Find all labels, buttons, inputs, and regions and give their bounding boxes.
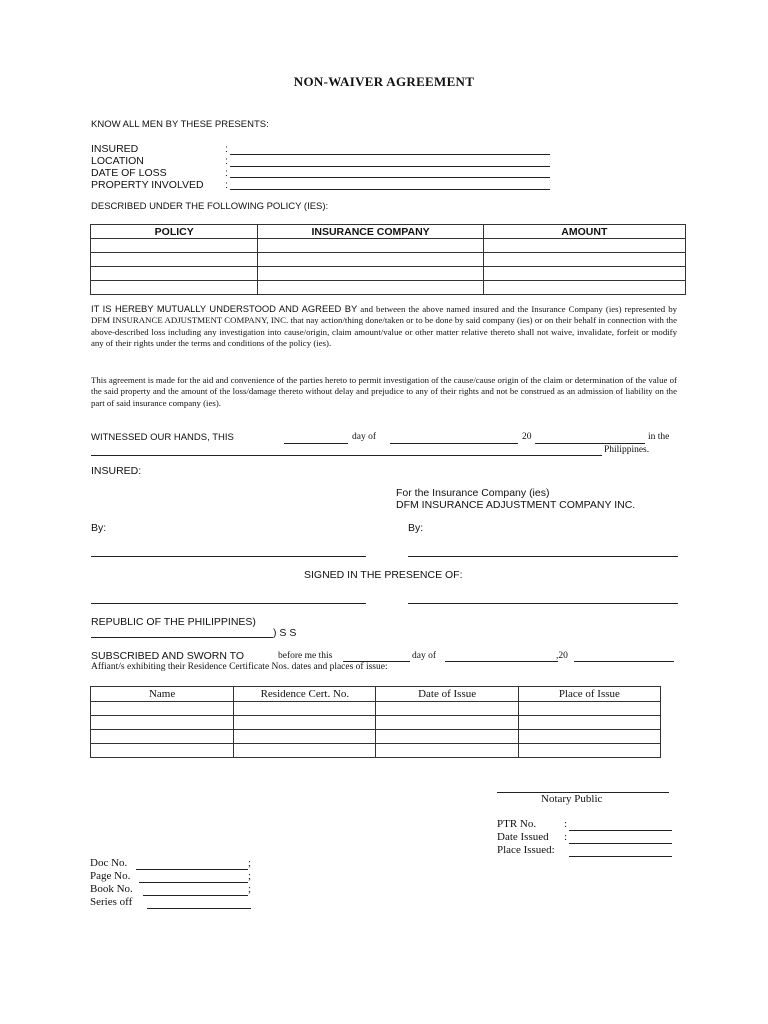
subscribed-year-line[interactable]	[574, 661, 674, 662]
table-cell[interactable]	[91, 744, 234, 758]
doc-no-label: Doc No.	[90, 857, 128, 869]
company-signature-line[interactable]	[408, 556, 678, 557]
affiant-text: Affiant/s exhibiting their Residence Certificate Nos. dates and places of issue:	[91, 662, 388, 672]
company-block-line2: DFM INSURANCE ADJUSTMENT COMPANY INC.	[396, 499, 636, 511]
table-cell[interactable]	[518, 716, 660, 730]
field-label-insured: INSURED	[91, 143, 139, 155]
table-cell[interactable]	[483, 281, 685, 295]
table-cell[interactable]	[258, 253, 483, 267]
field-label-date-of-loss: DATE OF LOSS	[91, 167, 167, 179]
page-no-line[interactable]	[139, 882, 248, 883]
date-issued-colon: :	[564, 831, 568, 843]
described-heading: DESCRIBED UNDER THE FOLLOWING POLICY (IES):	[91, 201, 329, 212]
table-cell[interactable]	[91, 253, 258, 267]
field-colon: :	[225, 167, 228, 179]
table-row	[91, 702, 661, 716]
subscribed-year-prefix: ,20	[556, 651, 568, 661]
republic-city-line[interactable]	[91, 637, 273, 638]
cert-no-header: Residence Cert. No.	[234, 687, 376, 702]
name-header: Name	[91, 687, 234, 702]
table-row	[91, 239, 686, 253]
know-all-heading: KNOW ALL MEN BY THESE PRESENTS:	[91, 119, 269, 130]
book-no-label: Book No.	[90, 883, 133, 895]
table-cell[interactable]	[518, 730, 660, 744]
table-row	[91, 730, 661, 744]
witness-place-line[interactable]	[91, 455, 602, 456]
date-of-loss-line[interactable]	[230, 177, 550, 178]
book-no-line[interactable]	[143, 895, 248, 896]
table-cell[interactable]	[376, 744, 518, 758]
book-no-suffix: ;	[248, 883, 252, 895]
table-row	[91, 253, 686, 267]
table-cell[interactable]	[518, 744, 660, 758]
subscribed-month-line[interactable]	[445, 661, 558, 662]
table-cell[interactable]	[91, 730, 234, 744]
table-cell[interactable]	[483, 267, 685, 281]
date-issued-label: Date Issued	[497, 831, 549, 843]
table-cell[interactable]	[518, 702, 660, 716]
by-label-right: By:	[408, 522, 424, 534]
ss-label: ) S S	[273, 627, 297, 639]
insured-signature-line[interactable]	[91, 556, 366, 557]
table-cell[interactable]	[258, 267, 483, 281]
table-row	[91, 716, 661, 730]
witness-in-the: in the	[648, 432, 670, 442]
by-label-left: By:	[91, 522, 107, 534]
table-row	[91, 281, 686, 295]
field-colon: :	[225, 143, 228, 155]
table-cell[interactable]	[234, 716, 376, 730]
subscribed-day-of: day of	[412, 651, 437, 661]
table-cell[interactable]	[234, 730, 376, 744]
place-issued-line[interactable]	[569, 856, 672, 857]
purpose-paragraph: This agreement is made for the aid and convenience of the parties hereto to permit investigation of the cause/cause origin of the claim or determination of the value of the said property and the amount of the loss/damage thereto without delay and prejudice to any of their rights and not be construed as an admission of liability on the part of said insurance company (ies).	[91, 375, 677, 408]
policy-table	[90, 224, 686, 295]
subscribed-before: before me this	[278, 651, 333, 661]
agreement-text: and between the above named insured and the Insurance Company (ies) represented by DFM INSURANCE ADJUSTMENT COMPANY, INC. that nay action/thing done/taken or to be done by said company (ies) or on their behalf in connection with the above-described loss including any investigation into cause/origin, claim amount/value or other matter relative thereto shall not waive, invalidate, forfeit or modify any of their rights under the terms and conditions of the policy (ies).	[91, 304, 678, 349]
residence-cert-table	[90, 686, 661, 758]
series-label: Series off	[90, 896, 133, 908]
field-colon: :	[225, 179, 228, 191]
witness-month-line[interactable]	[390, 443, 518, 444]
page-no-suffix: ;	[248, 870, 252, 882]
table-cell[interactable]	[258, 239, 483, 253]
table-cell[interactable]	[91, 716, 234, 730]
ptr-label: PTR No.	[497, 818, 537, 830]
witness-signature-line-right[interactable]	[408, 603, 678, 604]
table-cell[interactable]	[376, 702, 518, 716]
table-cell[interactable]	[234, 702, 376, 716]
doc-no-suffix: ;	[248, 857, 252, 869]
field-colon: :	[225, 155, 228, 167]
witnessed-lead: WITNESSED OUR HANDS, THIS	[91, 432, 234, 443]
place-of-issue-header: Place of Issue	[518, 687, 660, 702]
witness-day-line[interactable]	[284, 443, 348, 444]
witness-year-prefix: 20	[522, 432, 532, 442]
ptr-colon: :	[564, 818, 568, 830]
company-block-line1: For the Insurance Company (ies)	[396, 487, 550, 499]
insured-line[interactable]	[230, 154, 550, 155]
table-cell[interactable]	[91, 702, 234, 716]
notary-public-label: Notary Public	[541, 793, 603, 805]
table-cell[interactable]	[234, 744, 376, 758]
page-no-label: Page No.	[90, 870, 131, 882]
property-line[interactable]	[230, 189, 550, 190]
table-cell[interactable]	[483, 253, 685, 267]
witness-day-of: day of	[352, 432, 377, 442]
table-cell[interactable]	[376, 730, 518, 744]
insured-signature-label: INSURED:	[91, 465, 142, 477]
policy-header: POLICY	[91, 225, 258, 239]
table-cell[interactable]	[376, 716, 518, 730]
amount-header: AMOUNT	[483, 225, 685, 239]
field-label-location: LOCATION	[91, 155, 144, 167]
insurance-company-header: INSURANCE COMPANY	[258, 225, 483, 239]
witness-philippines: Philippines.	[604, 445, 650, 455]
series-line[interactable]	[147, 908, 251, 909]
republic-label: REPUBLIC OF THE PHILIPPINES)	[91, 616, 256, 628]
table-cell[interactable]	[91, 281, 258, 295]
signed-presence-heading: SIGNED IN THE PRESENCE OF:	[304, 569, 463, 581]
table-cell[interactable]	[91, 239, 258, 253]
table-cell[interactable]	[258, 281, 483, 295]
location-line[interactable]	[230, 166, 550, 167]
field-label-property: PROPERTY INVOLVED	[91, 179, 204, 191]
doc-no-line[interactable]	[136, 869, 248, 870]
date-issued-line[interactable]	[569, 843, 672, 844]
witness-year-line[interactable]	[535, 443, 645, 444]
witness-signature-line-left[interactable]	[91, 603, 366, 604]
table-row	[91, 267, 686, 281]
agreement-paragraph	[91, 303, 677, 350]
subscribed-lead: SUBSCRIBED AND SWORN TO	[91, 650, 245, 662]
table-cell[interactable]	[91, 267, 258, 281]
agreement-lead: IT IS HEREBY MUTUALLY UNDERSTOOD AND AGREED BY	[91, 303, 358, 314]
place-issued-label: Place Issued:	[497, 844, 555, 856]
table-cell[interactable]	[483, 239, 685, 253]
ptr-line[interactable]	[569, 830, 672, 831]
table-row	[91, 744, 661, 758]
document-title: NON-WAIVER AGREEMENT	[293, 74, 475, 89]
date-of-issue-header: Date of Issue	[376, 687, 518, 702]
